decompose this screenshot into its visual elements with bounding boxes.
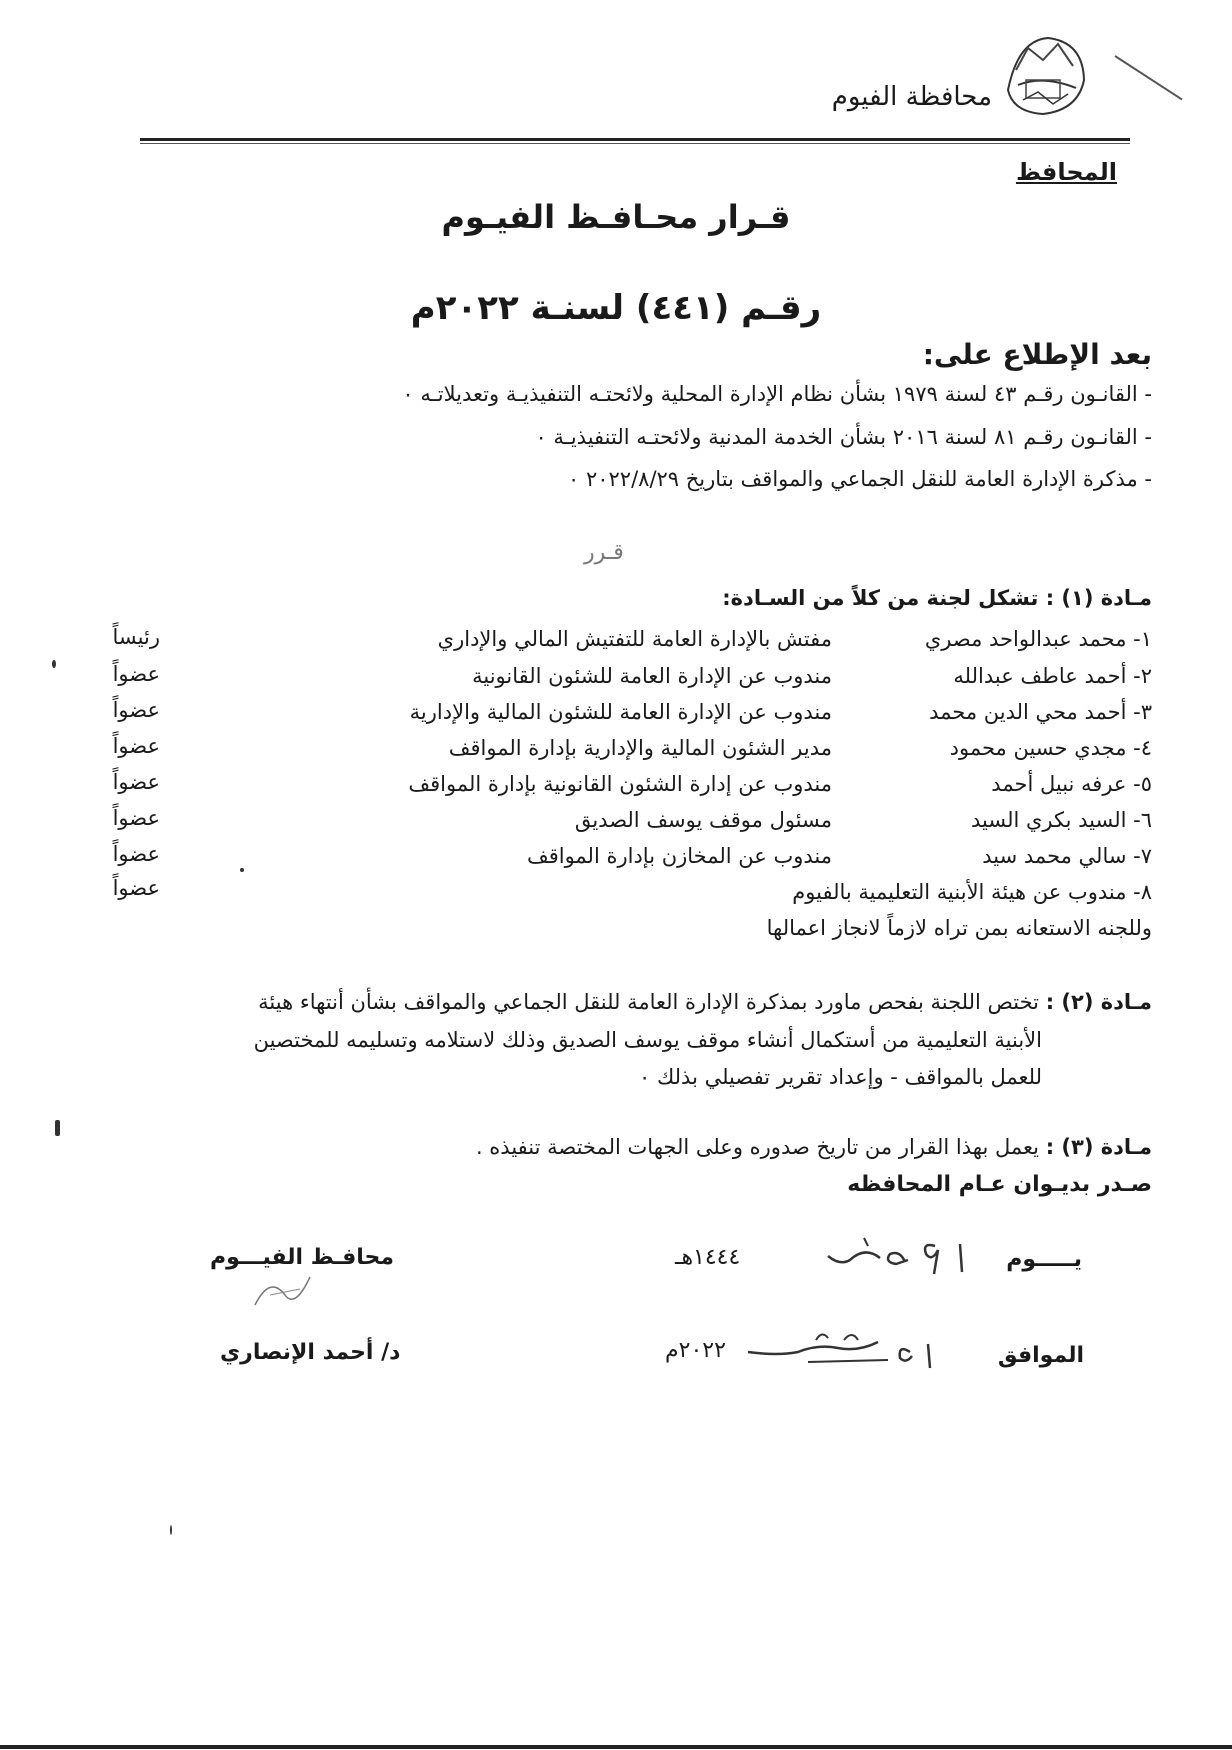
member-role: مندوب عن الإدارة العامة للشئون القانونية [472, 664, 832, 688]
header-rule [140, 138, 1130, 141]
signatory-name: د/ أحمد الإنصاري [220, 1340, 401, 1365]
article-1-label: مـادة (١) : [1045, 586, 1152, 610]
member-role: مفتش بالإدارة العامة للتفتيش المالي والإداري [437, 627, 832, 651]
member-name: ١- محمد عبدالواحد مصري [924, 627, 1152, 651]
article-2-text: تختص اللجنة بفحص ماورد بمذكرة الإدارة العامة للنقل الجماعي والمواقف بشأن أنتهاء هيئة [258, 990, 1040, 1014]
article-3-label: مـادة (٣) : [1045, 1135, 1152, 1159]
bottom-rule [0, 1745, 1232, 1749]
member-role: مندوب عن إدارة الشئون القانونية بإدارة المواقف [408, 772, 832, 796]
decision-number: رقـم (٤٤١) لسنـة ٢٠٢٢م [410, 288, 822, 328]
member-name: ٦- السيد بكري السيد [970, 808, 1152, 832]
article-2-label: مـادة (٢) : [1045, 990, 1152, 1014]
gregorian-label: الموافق [997, 1343, 1084, 1368]
handwritten-hijri-date [810, 1232, 975, 1280]
gregorian-year: ٢٠٢٢م [665, 1338, 726, 1363]
article-2-line-2: الأبنية التعليمية من أستكمال أنشاء موقف يوسف الصديق وذلك لاستلامه وتسليمه للمختصين [253, 1028, 1042, 1052]
handwritten-gregorian-date [738, 1322, 948, 1382]
header-rule-thin [140, 143, 1130, 144]
member-status: عضواً [112, 734, 160, 758]
member-status: عضواً [112, 662, 160, 686]
member-role: مدير الشئون المالية والإدارية بإدارة المواقف [448, 736, 832, 760]
scan-speck [170, 1525, 172, 1535]
article-2-line-1 [258, 990, 1152, 1014]
member-role: مسئول موقف يوسف الصديق [574, 808, 832, 832]
member-role: مندوب عن الإدارة العامة للشئون المالية والإدارية [409, 700, 832, 724]
member-role: مندوب عن المخازن بإدارة المواقف [526, 844, 832, 868]
article-3-line [476, 1135, 1152, 1159]
member-status: عضواً [112, 770, 160, 794]
scan-speck [52, 660, 56, 668]
member-status: رئيساً [112, 625, 160, 649]
seal-stroke [1114, 55, 1182, 100]
article-3-text: يعمل بهذا القرار من تاريخ صدوره وعلى الجهات المختصة تنفيذه . [475, 1135, 1040, 1159]
hijri-year: ١٤٤٤هـ [675, 1245, 741, 1270]
scan-speck [55, 1120, 60, 1136]
member-status: عضواً [112, 842, 160, 866]
reference-2: - القانـون رقـم ٨١ لسنة ٢٠١٦ بشأن الخدمة المدنية ولائحتـه التنفيذيـة ٠ [535, 425, 1152, 449]
member-status: عضواً [112, 698, 160, 722]
day-label: يـــــوم [1006, 1247, 1082, 1272]
member-name: ٧- سالي محمد سيد [982, 844, 1152, 868]
member-8-status: عضواً [112, 876, 160, 900]
member-name: ٣- أحمد محي الدين محمد [929, 700, 1152, 724]
decision-title: قـرار محـافـظ الفيـوم [441, 198, 791, 236]
signatory-title: محافـظ الفيـــوم [210, 1245, 394, 1270]
issued-statement: صـدر بديـوان عـام المحافظه [847, 1172, 1152, 1197]
reference-3: - مذكرة الإدارة العامة للنقل الجماعي والمواقف بتاريخ ٢٠٢٢/٨/٢٩ ٠ [568, 467, 1152, 491]
governorate-seal-icon [998, 30, 1088, 118]
article-1-text: تشكل لجنة من كلاً من السـادة: [722, 586, 1039, 610]
scan-speck [240, 868, 244, 872]
member-name: ٢- أحمد عاطف عبدالله [953, 664, 1152, 688]
article-1-heading [722, 586, 1152, 610]
article-2-line-3: للعمل بالمواقف - وإعداد تقرير تفصيلي بذلك ٠ [639, 1065, 1042, 1089]
member-name: ٤- مجدي حسين محمود [949, 736, 1152, 760]
signature-scrawl-icon [250, 1265, 320, 1315]
office-title: المحافظ [1015, 158, 1117, 186]
preamble-heading: بعد الإطلاع على: [922, 338, 1152, 371]
decides-faint: قـرر [584, 540, 624, 565]
member-status: عضواً [112, 806, 160, 830]
member-8: ٨- مندوب عن هيئة الأبنية التعليمية بالفيوم [792, 880, 1152, 904]
article-1-closing: وللجنه الاستعانه بمن تراه لازماً لانجاز اعمالها [766, 916, 1152, 940]
member-name: ٥- عرفه نبيل أحمد [991, 772, 1152, 796]
reference-1: - القانـون رقـم ٤٣ لسنة ١٩٧٩ بشأن نظام الإدارة المحلية ولائحتـه التنفيذيـة وتعديلاتـه ٠ [402, 382, 1152, 406]
governorate-name: محافظة الفيوم [831, 82, 992, 112]
